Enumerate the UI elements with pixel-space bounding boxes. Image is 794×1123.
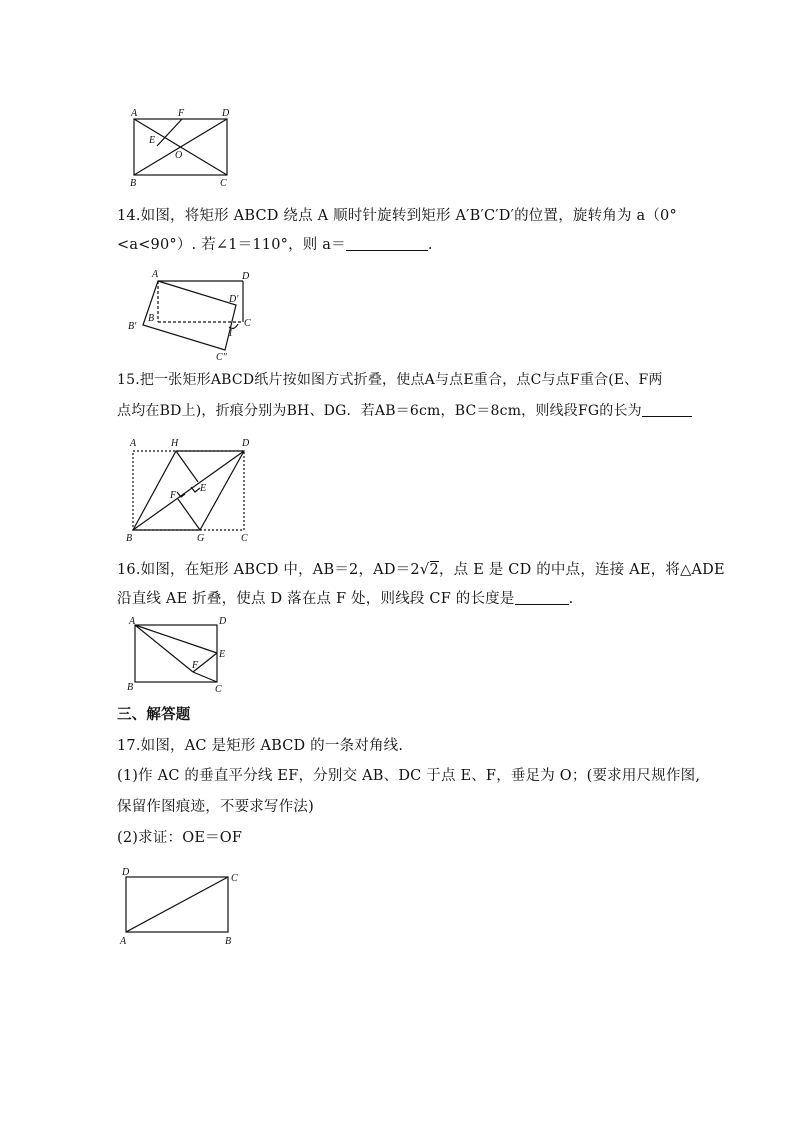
label-E: E [149, 135, 156, 146]
q15-line1: 15.把一张矩形ABCD纸片按如图方式折叠，使点A与点E重合，点C与点F重合(E、F两 [117, 372, 663, 388]
q17-line1: 17.如图，AC 是矩形 ABCD 的一条对角线. [117, 738, 404, 754]
label-B: B [126, 533, 133, 544]
label-D: D [122, 867, 130, 878]
label-B: B [127, 682, 134, 693]
label-D: D [219, 616, 227, 627]
label-C: C [241, 533, 248, 544]
label-C: C [220, 178, 227, 189]
label-D: D [242, 438, 250, 449]
label-B: B [225, 936, 232, 947]
q16-line1-text: 16.如图，在矩形 ABCD 中，AB＝2，AD＝2 [117, 562, 420, 578]
label-H: H [171, 438, 179, 449]
label-C: C [231, 873, 238, 884]
q15-line2-text: 点均在BD上)，折痕分别为BH、DG．若AB＝6cm，BC＝8cm，则线段FG的长为 [117, 403, 642, 419]
diagonal-ac [126, 877, 228, 932]
q14-line2-text: <a<90°）. 若∠1＝110°，则 a＝ [117, 237, 346, 253]
label-B-prime: B′ [128, 321, 137, 332]
q17-line2: (1)作 AC 的垂直平分线 EF，分别交 AB、DC 于点 E、F，垂足为 O；(要求用尺规作图, [117, 768, 701, 784]
label-O: O [175, 150, 183, 161]
label-E: E [219, 649, 226, 660]
label-C-prime: C″ [216, 352, 227, 363]
label-A: A [130, 438, 137, 449]
sqrt-radicand: 2 [429, 562, 439, 578]
label-E: E [200, 483, 207, 494]
q17-line3: 保留作图痕迹，不要求写作法) [117, 799, 314, 815]
q16-line2-text: 沿直线 AE 折叠，使点 D 落在点 F 处，则线段 CF 的长度是 [117, 591, 515, 607]
label-F: F [178, 108, 185, 119]
label-A: A [120, 936, 127, 947]
label-B: B [130, 178, 137, 189]
sqrt-symbol: √ [419, 560, 430, 578]
label-A: A [131, 108, 138, 119]
label-angle-1: 1 [228, 328, 233, 339]
q14-line2-end: . [427, 237, 433, 253]
label-C: C [244, 318, 251, 329]
label-A: A [152, 269, 159, 280]
label-C: C [215, 684, 222, 695]
label-D: D [222, 108, 230, 119]
label-G: G [197, 533, 205, 544]
label-F: F [192, 660, 199, 671]
label-D: D [242, 271, 250, 282]
label-D-prime: D′ [229, 294, 239, 305]
q16-line1-rest: ，点 E 是 CD 的中点，连接 AE，将△ADE [438, 562, 725, 578]
q14-line1: 14.如图，将矩形 ABCD 绕点 A 顺时针旋转到矩形 A′B′C′D′的位置，旋转角为 a（0° [117, 208, 677, 224]
label-A: A [129, 616, 136, 627]
q16-line2-end: . [568, 591, 574, 607]
label-F: F [170, 490, 177, 501]
q17-line4: (2)求证：OE＝OF [117, 830, 243, 846]
section-heading: 三、解答题 [117, 707, 191, 723]
label-B: B [148, 313, 155, 324]
